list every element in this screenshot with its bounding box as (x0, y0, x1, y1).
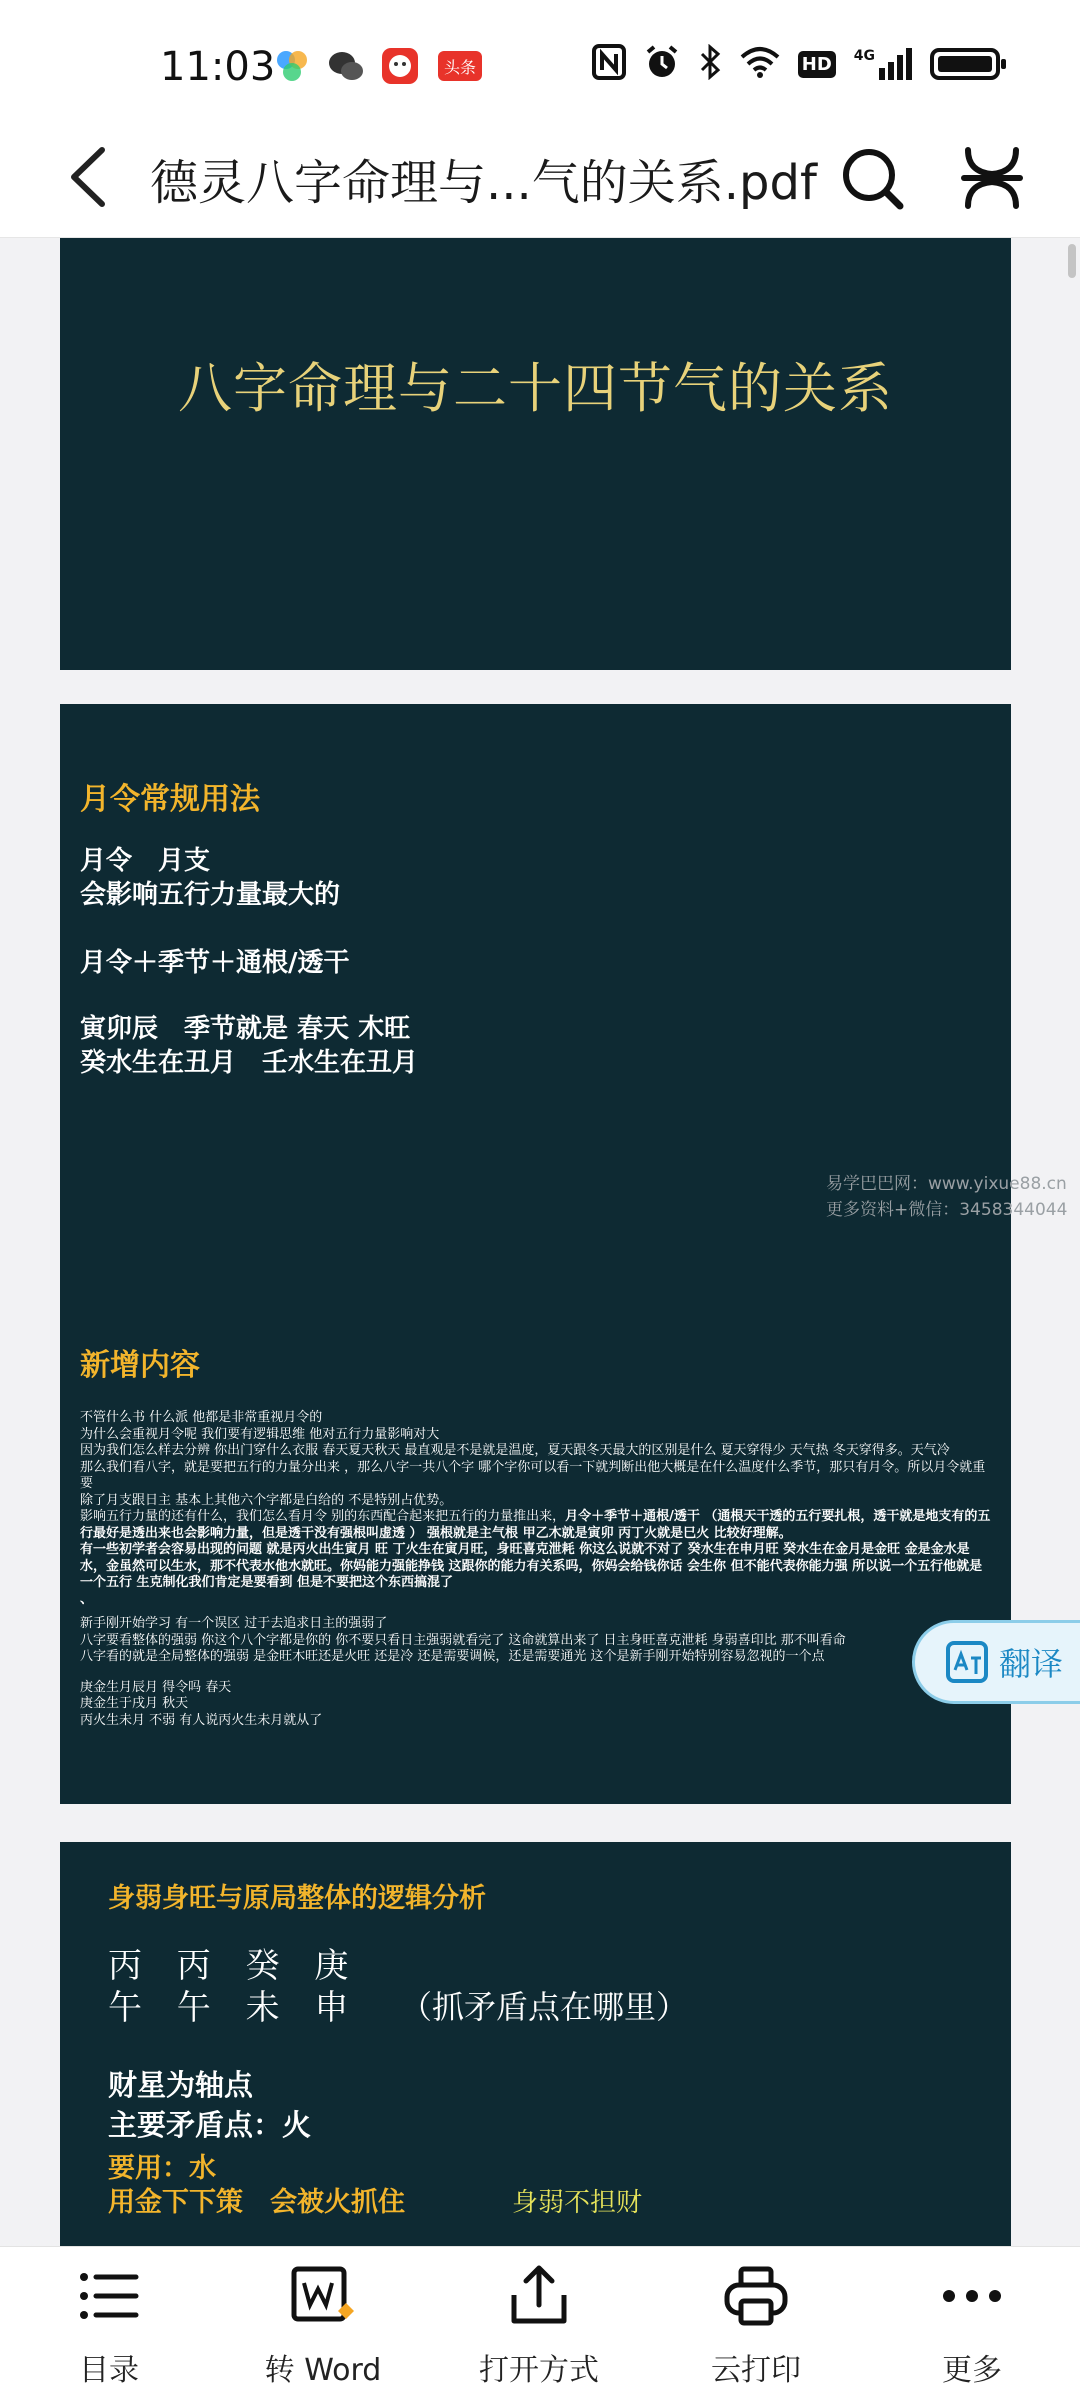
share-icon (504, 2261, 574, 2331)
pdf-page-3 (60, 1272, 1011, 1804)
system-icons (592, 44, 1000, 84)
wifi-icon (740, 45, 780, 83)
wechat-icon (326, 46, 366, 86)
battery-icon (930, 48, 1000, 80)
printer-icon (721, 2261, 791, 2331)
document-title: 德灵八字命理与...气的关系.pdf (150, 155, 817, 211)
nfc-icon (592, 44, 626, 84)
bottom-toolbar (0, 2246, 1080, 2400)
list-icon (74, 2261, 144, 2331)
translate-button[interactable] (912, 1620, 1080, 1704)
hd-icon: HD (798, 51, 836, 78)
text-run-bold: 月令＋季节＋通根/透干 （通根天干透的五行要扎根，透干就是地支有的五行最好是透出来也会影响力量，但是透干没有强根叫虚透 ） 强根就是主气根 甲乙木就是寅卯 丙丁火就是巳火 比较好理解。 (80, 1509, 991, 1541)
text-line: 有一些初学者会容易出现的问题 就是丙火出生寅月 旺 丁火生在寅月旺，身旺喜克泄耗 你这么说就不对了 癸水生在申月旺 癸水生在金月是金旺 金是金水是水，金虽然可以生水，那不代表水他水就旺。你妈能力强能挣钱 这跟你的能力有关系吗，你妈会给钱你话 会生你 但不能代表你能力强 所以说一个五行他就是一个五行 生克制化我们肯定是要看到 但是不要把这个东西搞混了 (80, 1542, 983, 1590)
text-line: 丙火生未月 不弱 有人说丙火生未月就从了 (80, 1712, 323, 1728)
convert-word-button[interactable] (243, 2261, 403, 2391)
translate-icon (945, 1640, 989, 1684)
clock: 11:03 (160, 44, 276, 90)
text-line: 庚金生于戌月 秋天 (80, 1696, 189, 1711)
more-label: 更多 (942, 2353, 1002, 2388)
exit-button[interactable] (956, 142, 1028, 214)
text-line: 财星为轴点 (108, 2068, 254, 2102)
text-line: 新手刚开始学习 有一个误区 过于去追求日主的强弱了 (80, 1616, 388, 1631)
section-heading: 身弱身旺与原局整体的逻辑分析 (108, 1883, 486, 1914)
text-line: 寅卯辰 季节就是 春天 木旺 (80, 1014, 411, 1044)
text-line: 主要矛盾点：火 (108, 2108, 312, 2142)
title-bar (0, 120, 1080, 238)
open-with-label: 打开方式 (479, 2353, 599, 2388)
alarm-icon (644, 44, 680, 84)
convert-word-icon (288, 2261, 358, 2331)
watermark-line: 更多资料+微信：3458344044 (826, 1200, 1068, 1220)
text-line: 那么我们看八字，就是要把五行的力量分出来 ，那么八字一共八个字 哪个字你可以看一下就判断出他大概是在什么温度什么季节，那只有月令。所以月令就重要 (80, 1459, 986, 1491)
cloud-print-label: 云打印 (711, 2353, 801, 2388)
convert-word-label: 转 Word (264, 2353, 382, 2388)
toc-button[interactable] (29, 2261, 189, 2391)
text-line: 八字看的就是全局整体的强弱 是金旺木旺还是火旺 还是冷 还是需要调候，还是需要通光 这个是新手刚开始特别容易忽视的一个点 (80, 1649, 825, 1664)
back-arrow-icon (62, 142, 122, 212)
slide-title: 八字命理与二十四节气的关系 (178, 357, 893, 420)
text-line: 身弱不担财 (512, 2188, 643, 2218)
search-icon (836, 142, 908, 214)
text-line: 不管什么书 什么派 他都是非常重视月令的 (80, 1410, 323, 1425)
pdf-page-4 (60, 1842, 1011, 2246)
earthly-branches: 午 午 未 申 (108, 1988, 361, 2028)
text-run: 影响五行力量的还有什么，我们怎么看月令 别的东西配合起来把五行的力量推出来， (80, 1509, 566, 1524)
pdf-viewer[interactable] (0, 238, 1080, 2246)
app-notification-icon (272, 46, 312, 86)
text-line: 用金下下策 会被火抓住 (108, 2187, 405, 2218)
text-line: 月令＋季节＋通根/透干 (80, 948, 350, 978)
toc-label: 目录 (79, 2353, 139, 2388)
text-line: 月令 月支 (80, 846, 211, 876)
text-line: 八字要看整体的强弱 你这个八个字都是你的 你不要只看日主强弱就看完了 这命就算出来了 日主身旺喜克泄耗 身弱喜印比 那不叫看命 (80, 1632, 846, 1648)
status-bar (0, 0, 1080, 120)
search-button[interactable] (836, 142, 908, 214)
watermark-line: 易学巴巴网：www.yixue88.cn (826, 1174, 1067, 1194)
text-line: 庚金生月辰月 得令吗 春天 (80, 1679, 232, 1695)
text-line: 为什么会重视月令呢 我们要有逻辑思维 他对五行力量影响对大 (80, 1426, 440, 1442)
text-line: 癸水生在丑月 壬水生在丑月 (80, 1048, 419, 1078)
translate-label: 翻译 (999, 1645, 1064, 1683)
scrollbar-thumb[interactable] (1068, 244, 1076, 278)
heavenly-stems: 丙 丙 癸 庚 (108, 1946, 361, 1986)
text-line: 除了月支跟日主 基本上其他六个字都是白给的 不是特别占优势。 (80, 1492, 453, 1508)
network-type: 4G (853, 48, 875, 64)
text-line: 、 (80, 1591, 94, 1607)
text-line: 要用：水 (108, 2153, 216, 2184)
pdf-page-1 (60, 238, 1011, 670)
notification-icons (272, 46, 482, 86)
exit-icon (956, 142, 1028, 214)
app-red-icon (380, 46, 420, 86)
back-button[interactable] (62, 142, 122, 212)
cloud-print-button[interactable] (676, 2261, 836, 2391)
section-heading: 月令常规用法 (80, 782, 260, 817)
more-button[interactable] (892, 2261, 1052, 2391)
signal-icon (854, 48, 912, 80)
bluetooth-icon (698, 44, 722, 84)
text-line: 因为我们怎么样去分辨 你出门穿什么衣服 春天夏天秋天 最直观是不是就是温度，夏天跟冬天最大的区别是什么 夏天穿得少 天气热 冬天穿得多。天气冷 (80, 1443, 950, 1458)
more-icon (937, 2261, 1007, 2331)
toutiao-badge: 头条 (438, 51, 482, 81)
text-paragraph (80, 1509, 992, 1542)
analysis-note: （抓矛盾点在哪里） (400, 1988, 689, 2026)
section-heading: 新增内容 (80, 1348, 200, 1383)
text-line: 会影响五行力量最大的 (80, 880, 341, 910)
open-with-button[interactable] (459, 2261, 619, 2391)
